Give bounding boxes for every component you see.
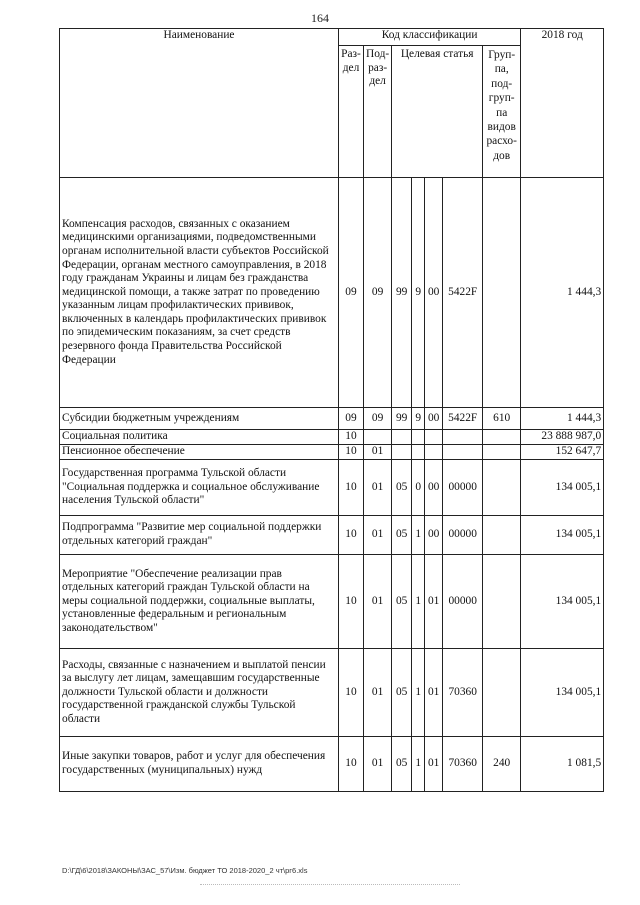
row-code-pr: 01: [364, 445, 392, 460]
table-row: [60, 649, 604, 737]
row-name: Социальная политика: [60, 430, 339, 445]
row-code-pr: 01: [364, 555, 392, 649]
row-amount: 1 444,3: [521, 178, 604, 408]
row-name: Компенсация расходов, связанных с оказанием медицинскими организациями, подведомственными органам исполнительной власти субъектов Российской Федерации, органам местного самоуправления, в 2018 году гражданам Украины и лицам без гражданства медицинской помощи, а также затрат по проведению указанным лицам профилактических прививок, включенных в календарь профилактических прививок по эпидемическим показаниям, за счет средств резервного фонда Правительства Российской Федерации: [60, 178, 339, 408]
row-amount: 152 647,7: [521, 445, 604, 460]
table-row: [60, 737, 604, 792]
row-name: Государственная программа Тульской области "Социальная поддержка и социальное обслуживание населения Тульской области": [60, 460, 339, 516]
row-code-pr: 01: [364, 516, 392, 555]
row-code-cs1: 99: [392, 178, 412, 408]
row-name: Мероприятие "Обеспечение реализации прав отдельных категорий граждан Тульской области на меры социальной поддержки, социальные выплаты, установленные федеральным и региональным законодательством": [60, 555, 339, 649]
budget-table: [59, 28, 604, 792]
row-amount: 134 005,1: [521, 460, 604, 516]
row-name: Субсидии бюджетным учреждениям: [60, 408, 339, 430]
row-code-cs1: 05: [392, 555, 412, 649]
row-code-rz: 10: [339, 649, 364, 737]
row-code-cs2: 9: [412, 178, 425, 408]
row-code-cs2: [412, 430, 425, 445]
row-code-pr: 01: [364, 460, 392, 516]
table-row: [60, 555, 604, 649]
row-code-cs4: 00000: [443, 516, 483, 555]
row-code-vr: [483, 445, 521, 460]
row-code-cs1: 05: [392, 649, 412, 737]
row-code-vr: 610: [483, 408, 521, 430]
row-code-cs3: 01: [425, 737, 443, 792]
row-amount: 1 444,3: [521, 408, 604, 430]
table-row: [60, 460, 604, 516]
header-group: Груп- па, под- груп- па видов расхо- дов: [483, 46, 521, 178]
row-code-rz: 09: [339, 178, 364, 408]
header-section: Раз- дел: [339, 46, 364, 178]
table-row: [60, 430, 604, 445]
row-code-pr: 01: [364, 649, 392, 737]
row-code-cs4: [443, 430, 483, 445]
header-name: Наименование: [60, 29, 339, 178]
row-code-cs1: 05: [392, 516, 412, 555]
row-code-vr: [483, 516, 521, 555]
row-code-pr: 01: [364, 737, 392, 792]
page-number: 164: [311, 11, 329, 25]
row-code-cs4: 00000: [443, 555, 483, 649]
row-code-rz: 10: [339, 430, 364, 445]
row-code-vr: 240: [483, 737, 521, 792]
row-amount: 134 005,1: [521, 516, 604, 555]
row-code-cs2: 1: [412, 737, 425, 792]
row-code-cs2: 1: [412, 555, 425, 649]
header-subsection: Под- раз- дел: [364, 46, 392, 178]
row-code-cs3: [425, 445, 443, 460]
table-row: [60, 178, 604, 408]
row-code-cs2: 1: [412, 516, 425, 555]
row-code-rz: 10: [339, 460, 364, 516]
row-code-cs4: [443, 445, 483, 460]
header-classification-code: Код классификации: [339, 29, 521, 46]
row-name: Иные закупки товаров, работ и услуг для обеспечения государственных (муниципальных) нужд: [60, 737, 339, 792]
row-code-cs3: 00: [425, 516, 443, 555]
row-code-cs4: 5422F: [443, 408, 483, 430]
row-amount: 23 888 987,0: [521, 430, 604, 445]
row-amount: 1 081,5: [521, 737, 604, 792]
header-year: 2018 год: [521, 29, 604, 178]
row-code-pr: 09: [364, 408, 392, 430]
row-code-cs1: 99: [392, 408, 412, 430]
row-code-cs3: 01: [425, 649, 443, 737]
row-code-cs1: [392, 430, 412, 445]
header-target-item: Целевая статья: [392, 46, 483, 178]
row-name: Расходы, связанные с назначением и выплатой пенсии за выслугу лет лицам, замещавшим государственные должности Тульской области и должности государственной гражданской службы Тульской области: [60, 649, 339, 737]
row-name: Пенсионное обеспечение: [60, 445, 339, 460]
row-code-cs1: 05: [392, 737, 412, 792]
row-amount: 134 005,1: [521, 555, 604, 649]
row-code-pr: [364, 430, 392, 445]
row-code-cs4: 70360: [443, 649, 483, 737]
row-code-cs1: [392, 445, 412, 460]
row-code-rz: 10: [339, 737, 364, 792]
table-row: [60, 445, 604, 460]
row-code-vr: [483, 555, 521, 649]
row-code-rz: 10: [339, 555, 364, 649]
footer-file-path: D:\ГД\6\2018\ЗАКОНЫ\ЗАС_57\Изм. бюджет ТО 2018-2020_2 чт\рг6.xls: [62, 866, 308, 875]
header-row-top: [60, 29, 604, 46]
row-code-pr: 09: [364, 178, 392, 408]
row-code-cs2: 9: [412, 408, 425, 430]
row-code-vr: [483, 430, 521, 445]
row-code-rz: 10: [339, 516, 364, 555]
row-code-cs3: 00: [425, 460, 443, 516]
row-code-cs4: 5422F: [443, 178, 483, 408]
row-code-cs4: 00000: [443, 460, 483, 516]
row-code-rz: 10: [339, 445, 364, 460]
row-code-cs3: [425, 430, 443, 445]
row-code-vr: [483, 649, 521, 737]
row-name: Подпрограмма "Развитие мер социальной поддержки отдельных категорий граждан": [60, 516, 339, 555]
row-code-cs2: 0: [412, 460, 425, 516]
footer-faint-line: [200, 884, 460, 890]
table-row: [60, 408, 604, 430]
row-code-cs3: 00: [425, 178, 443, 408]
row-amount: 134 005,1: [521, 649, 604, 737]
row-code-rz: 09: [339, 408, 364, 430]
table-row: [60, 516, 604, 555]
row-code-vr: [483, 460, 521, 516]
row-code-cs1: 05: [392, 460, 412, 516]
row-code-cs4: 70360: [443, 737, 483, 792]
row-code-cs3: 00: [425, 408, 443, 430]
row-code-cs2: [412, 445, 425, 460]
row-code-cs3: 01: [425, 555, 443, 649]
row-code-vr: [483, 178, 521, 408]
row-code-cs2: 1: [412, 649, 425, 737]
